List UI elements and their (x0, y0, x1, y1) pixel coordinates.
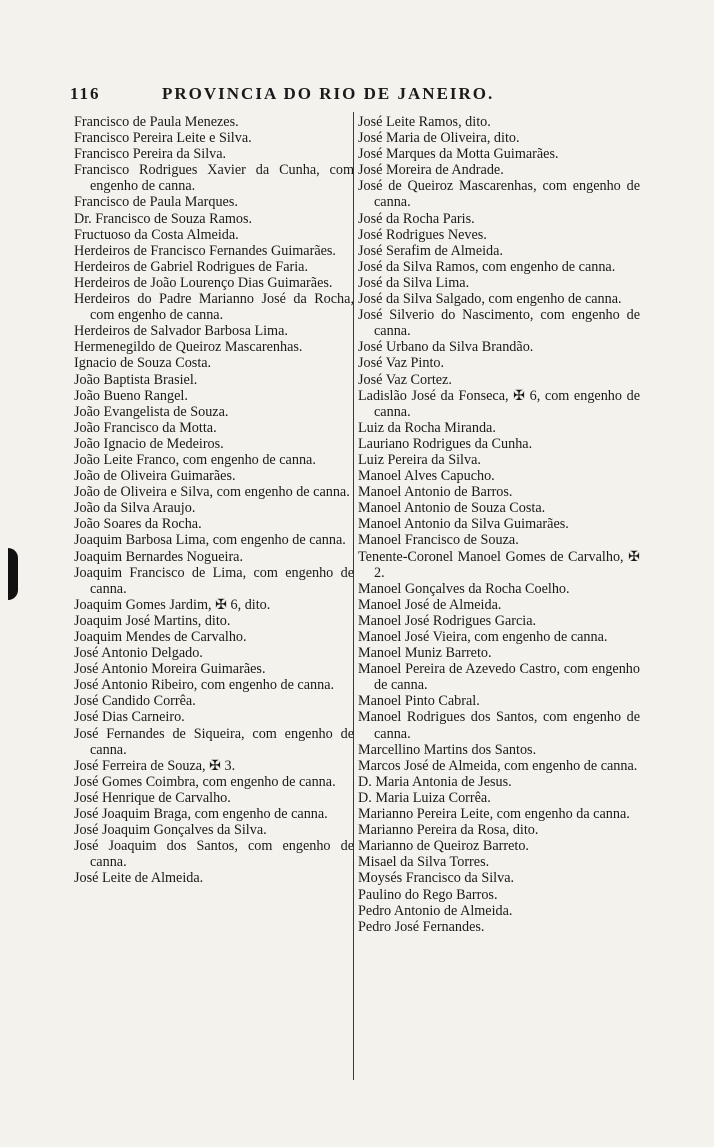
list-entry: Marianno de Queiroz Barreto. (358, 838, 529, 855)
list-entry: Herdeiros de João Lourenço Dias Guimarães. (74, 274, 333, 291)
list-entry: Francisco de Paula Marques. (74, 194, 238, 211)
list-entry: Manoel Muniz Barreto. (358, 645, 492, 662)
list-entry: José Joaquim dos Santos, com engenho de canna. (74, 838, 354, 871)
list-entry: José da Silva Salgado, com engenho de canna. (358, 291, 622, 308)
list-entry: João da Silva Araujo. (74, 500, 196, 517)
right-column (358, 114, 640, 935)
list-entry: Marianno Pereira Leite, com engenho da canna. (358, 806, 630, 823)
list-entry: José Serafim de Almeida. (358, 242, 503, 259)
list-entry: Francisco Pereira da Silva. (74, 146, 227, 163)
list-entry: José Joaquim Braga, com engenho de canna. (74, 806, 328, 823)
list-entry: Joaquim Mendes de Carvalho. (74, 629, 247, 645)
list-entry: José Henrique de Carvalho. (74, 789, 231, 806)
list-entry: Misael da Silva Torres. (358, 854, 490, 871)
list-entry: Manoel Gonçalves da Rocha Coelho. (358, 580, 570, 597)
list-entry: Luiz Pereira da Silva. (358, 451, 481, 468)
list-entry: José Antonio Delgado. (74, 645, 203, 662)
list-entry: Joaquim José Martins, dito. (74, 612, 231, 629)
list-entry: D. Maria Antonia de Jesus. (358, 773, 512, 790)
list-entry: Joaquim Bernardes Nogueira. (74, 548, 244, 565)
list-entry: José Fernandes de Siqueira, com engenho de canna. (74, 725, 354, 758)
list-entry: José da Rocha Paris. (358, 210, 475, 227)
list-entry: Manoel Antonio da Silva Guimarães. (358, 516, 569, 533)
list-entry: Luiz da Rocha Miranda. (358, 419, 496, 436)
list-entry: Marianno Pereira da Rosa, dito. (358, 822, 539, 839)
list-entry: José Gomes Coimbra, com engenho de canna. (74, 773, 336, 790)
list-entry: José Rodrigues Neves. (358, 226, 487, 243)
list-entry: Manoel José Vieira, com engenho de canna. (358, 629, 608, 645)
list-entry: Hermenegildo de Queiroz Mascarenhas. (74, 339, 303, 356)
list-entry: Herdeiros de Gabriel Rodrigues de Faria. (74, 258, 309, 275)
list-entry: Manoel Alves Capucho. (358, 468, 495, 485)
page-title: PROVINCIA DO RIO DE JANEIRO. (162, 84, 495, 103)
list-entry: João de Oliveira e Silva, com engenho de canna. (74, 484, 350, 501)
list-entry: João Leite Franco, com engenho de canna. (74, 451, 316, 468)
list-entry: Herdeiros do Padre Marianno José da Rocha, com engenho de canna. (74, 291, 354, 324)
list-entry: Manoel Pereira de Azevedo Castro, com engenho de canna. (358, 661, 640, 694)
list-entry: José Leite Ramos, dito. (358, 114, 491, 130)
list-entry: José Silverio do Nascimento, com engenho de canna. (358, 307, 640, 340)
list-entry: Herdeiros de Salvador Barbosa Lima. (74, 323, 288, 340)
list-entry: João de Oliveira Guimarães. (74, 468, 236, 485)
list-entry: Joaquim Gomes Jardim, ✠ 6, dito. (74, 596, 271, 613)
list-entry: José Antonio Ribeiro, com engenho de canna. (74, 677, 335, 694)
list-entry: Francisco Rodrigues Xavier da Cunha, com engenho de canna. (74, 162, 354, 195)
list-entry: José Ferreira de Souza, ✠ 3. (74, 757, 236, 774)
list-entry: João Bueno Rangel. (74, 387, 188, 404)
list-entry: José da Silva Ramos, com engenho de canna. (358, 258, 616, 275)
list-entry: Lauriano Rodrigues da Cunha. (358, 435, 533, 452)
list-entry: Paulino do Rego Barros. (358, 886, 498, 903)
list-entry: Francisco de Paula Menezes. (74, 114, 239, 130)
list-entry: José Marques da Motta Guimarães. (358, 146, 559, 163)
list-entry: Ignacio de Souza Costa. (74, 355, 212, 372)
list-entry: Manoel Antonio de Barros. (358, 484, 513, 501)
list-entry: Manoel Antonio de Souza Costa. (358, 500, 546, 517)
list-entry: José Vaz Pinto. (358, 355, 445, 372)
list-entry: José Maria de Oliveira, dito. (358, 130, 520, 147)
list-entry: José da Silva Lima. (358, 274, 470, 291)
list-entry: José Antonio Moreira Guimarães. (74, 661, 266, 678)
list-entry: João Soares da Rocha. (74, 516, 202, 533)
list-entry: Moysés Francisco da Silva. (358, 870, 515, 887)
list-entry: Francisco Pereira Leite e Silva. (74, 130, 252, 147)
list-entry: João Evangelista de Souza. (74, 403, 229, 420)
list-entry: Joaquim Francisco de Lima, com engenho de canna. (74, 564, 354, 597)
list-entry: Marcellino Martins dos Santos. (358, 741, 537, 758)
list-entry: José Dias Carneiro. (74, 709, 185, 726)
page-edge-mark (8, 548, 18, 600)
list-entry: João Francisco da Motta. (74, 419, 217, 436)
list-entry: Pedro José Fernandes. (358, 918, 485, 935)
list-entry: Tenente-Coronel Manoel Gomes de Carvalho, ✠ 2. (358, 548, 640, 581)
list-entry: Pedro Antonio de Almeida. (358, 902, 513, 919)
list-entry: D. Maria Luiza Corrêa. (358, 789, 491, 806)
list-entry: José de Queiroz Mascarenhas, com engenho de canna. (358, 178, 640, 211)
page-header (70, 84, 540, 108)
list-entry: Manoel Pinto Cabral. (358, 693, 480, 710)
list-entry: José Vaz Cortez. (358, 371, 452, 388)
left-column (74, 114, 354, 887)
list-entry: José Urbano da Silva Brandão. (358, 339, 534, 356)
list-entry: Dr. Francisco de Souza Ramos. (74, 210, 253, 227)
list-entry: Ladislão José da Fonseca, ✠ 6, com engenho de canna. (358, 387, 640, 420)
list-entry: José Moreira de Andrade. (358, 162, 504, 179)
list-entry: Manoel Rodrigues dos Santos, com engenho de canna. (358, 709, 640, 742)
list-entry: Manoel José Rodrigues Garcia. (358, 612, 537, 629)
list-entry: João Ignacio de Medeiros. (74, 435, 224, 452)
list-entry: José Joaquim Gonçalves da Silva. (74, 822, 267, 839)
list-entry: Manoel José de Almeida. (358, 596, 502, 613)
list-entry: João Baptista Brasiel. (74, 371, 198, 388)
page-number: 116 (70, 84, 101, 103)
list-entry: Marcos José de Almeida, com engenho de canna. (358, 757, 638, 774)
list-entry: Joaquim Barbosa Lima, com engenho de canna. (74, 532, 346, 549)
list-entry: José Candido Corrêa. (74, 693, 196, 710)
list-entry: Fructuoso da Costa Almeida. (74, 226, 239, 243)
list-entry: Herdeiros de Francisco Fernandes Guimarães. (74, 242, 336, 259)
list-entry: Manoel Francisco de Souza. (358, 532, 519, 549)
list-entry: José Leite de Almeida. (74, 870, 204, 887)
